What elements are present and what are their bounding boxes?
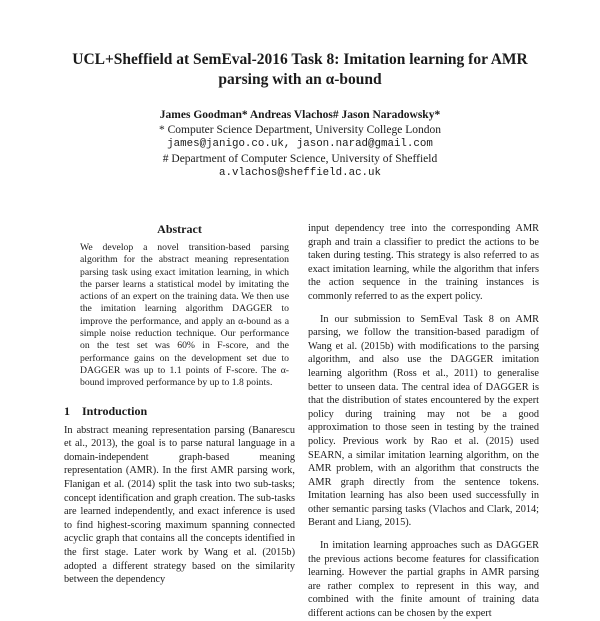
title-line-1: UCL+Sheffield at SemEval-2016 Task 8: Imitation learning for AMR <box>72 51 528 68</box>
email-sheffield: a.vlachos@sheffield.ac.uk <box>219 167 381 179</box>
affiliation-sheffield: # Department of Computer Science, University of Sheffield <box>162 152 438 165</box>
section-title: Introduction <box>82 403 148 418</box>
left-column <box>64 222 295 587</box>
section-number: 1 <box>64 403 70 418</box>
author-names: James Goodman* Andreas Vlachos# Jason Naradowsky* <box>159 109 441 121</box>
title-line-2: parsing with an α-bound <box>218 71 382 88</box>
email-ucl: james@janigo.co.uk, jason.narad@gmail.com <box>167 138 433 150</box>
abstract-heading: Abstract <box>157 222 202 236</box>
right-paragraph-2: In our submission to SemEval Task 8 on AMR parsing, we follow the transition-based paradigm of Wang et al. (2015b) with modifications to the parsing algorithm, and also use the DAGGER imitation learning algorithm (Ross et al., 2011) to generalise better to unseen data. The central idea of DAGGER is that the distribution of states encountered by the expert policy during training may not be a good approximation to those seen in testing by the trained policy. Previous work by Rao et al. (2015) used SEARN, a similar imitation learning algorithm, on the AMR problem, with an algorithm that constructs the AMR graph directly from the sentence tokens. Imitation learning has also been used successfully in other semantic parsing tasks (Vlachos and Clark, 2014; Berant and Liang, 2015). <box>308 313 539 529</box>
paper-title <box>60 50 540 90</box>
right-column <box>308 222 539 621</box>
author-block <box>60 108 540 181</box>
abstract-text: We develop a novel transition-based parsing algorithm for the abstract meaning representation parsing task using exact imitation learning, in which the parser learns a statistical model by imitating the actions of an expert on the training data. We then use the imitation learning algorithm DAGGER to improve the performance, and apply an α-bound as a simple noise reduction technique. Our performance on the test set was 60% in F-score, and the performance gains on the development set due to DAGGER was up to 1.1 points of F-score. The α-bound improved performance by up to 1.8 points. <box>80 242 289 389</box>
right-paragraph-3: In imitation learning approaches such as DAGGER the previous actions become features for classification learning. However the partial graphs in AMR parsing are rather complex to represent in this way, and combined with the finite amount of training data different actions can be chosen by the expert <box>308 540 539 620</box>
right-paragraph-1: input dependency tree into the corresponding AMR graph and train a classifier to predict the actions to be taken during testing. This strategy is also referred to as exact imitation learning, while the algorithm that infers the action sequence in the training instances is commonly referred to as the expert policy. <box>308 223 539 302</box>
intro-paragraph: In abstract meaning representation parsing (Banarescu et al., 2013), the goal is to parse natural language in a domain-independent graph-based meaning representation (AMR). In the first AMR parsing work, Flanigan et al. (2014) split the task into two sub-tasks; concept identification and graph creation. The sub-tasks are learned independently, and exact inference is used to find highest-scoring maximum spanning connected acyclic graph that contains all the concepts identified in the first stage. Later work by Wang et al. (2015b) adopted a different strategy based on the similarity between the dependency <box>64 424 295 586</box>
section-heading <box>64 404 295 418</box>
affiliation-ucl: * Computer Science Department, University College London <box>158 123 441 136</box>
